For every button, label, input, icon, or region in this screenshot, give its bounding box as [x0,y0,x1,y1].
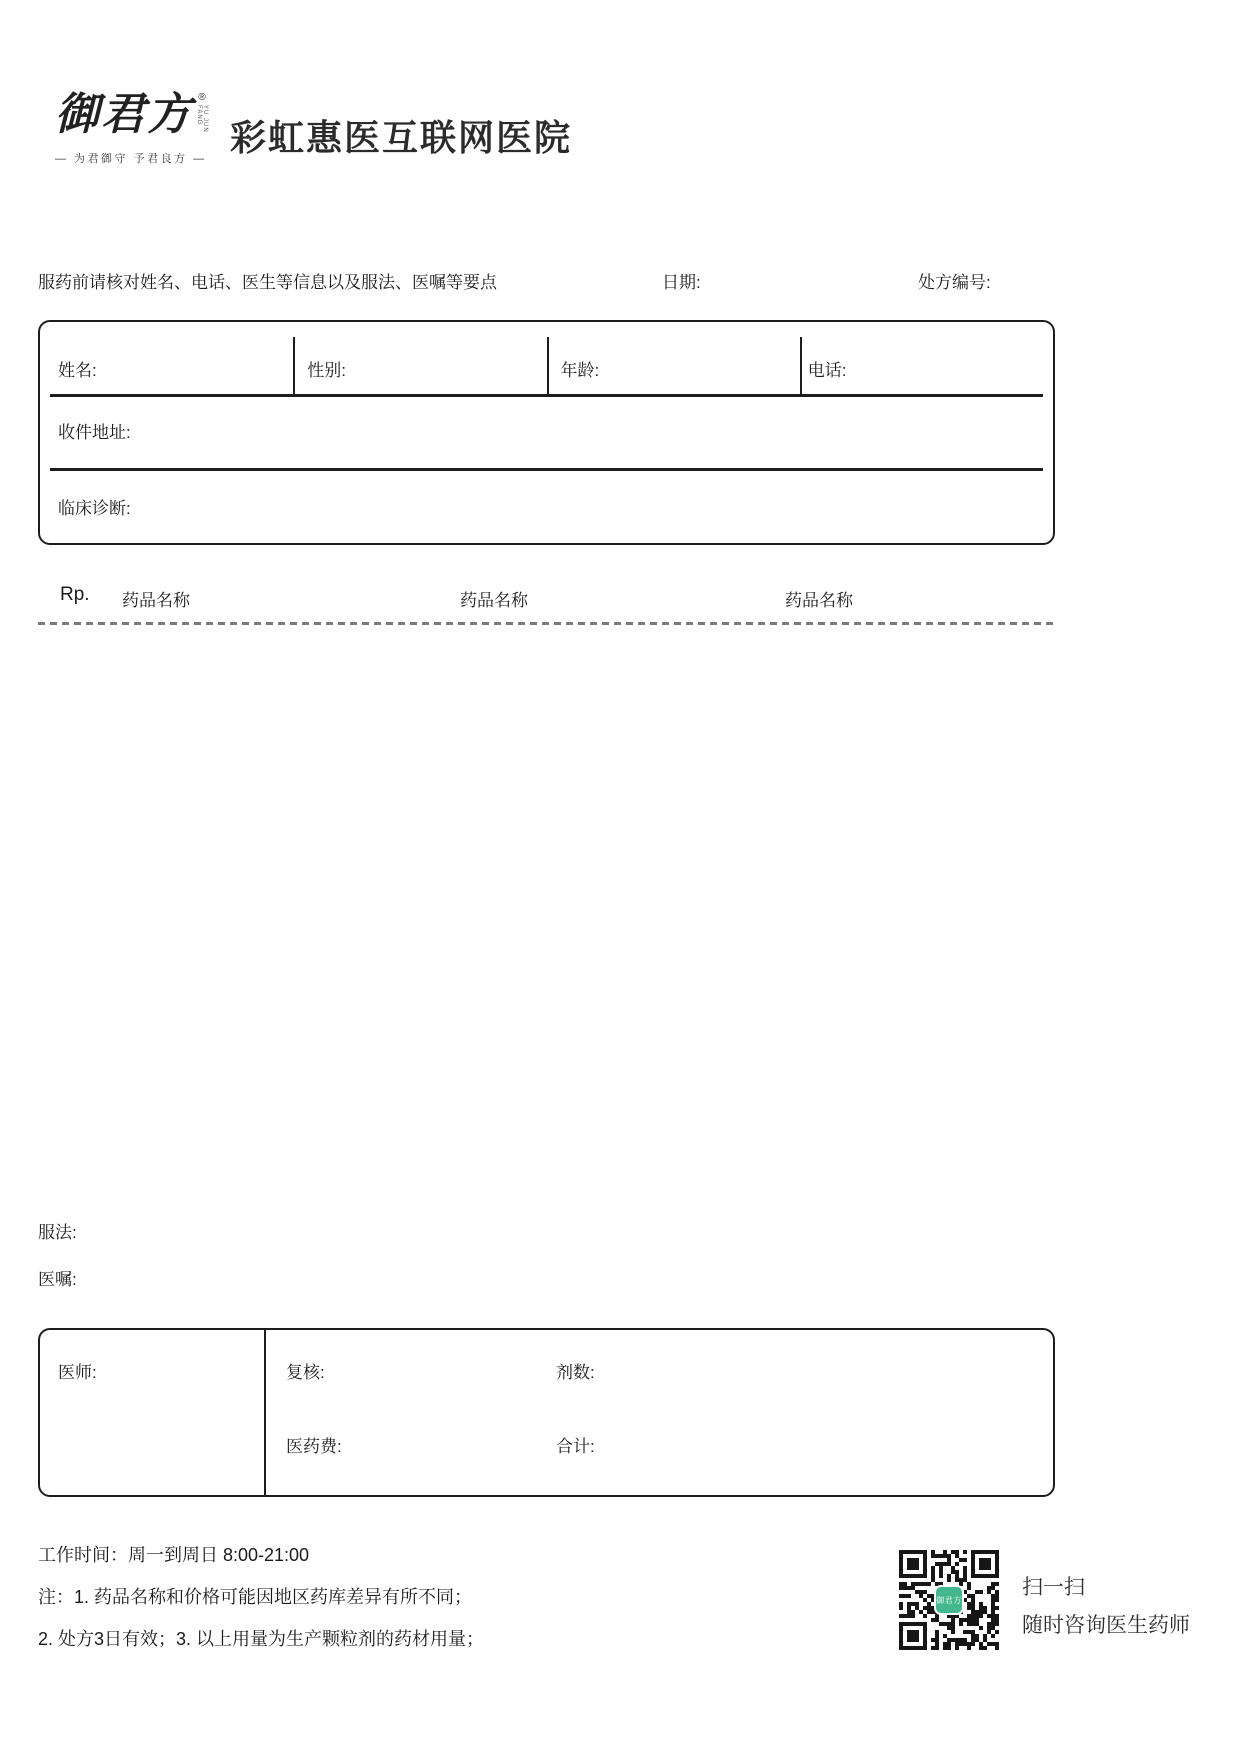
row-divider [50,468,1043,471]
drug-name-column-header: 药品名称 [785,591,853,610]
reviewer-label: 复核: [286,1363,325,1382]
scan-description: 随时咨询医生药师 [1022,1614,1190,1637]
column-divider [547,337,549,394]
scan-label: 扫一扫 [1022,1576,1085,1599]
drug-name-column-header: 药品名称 [122,591,190,610]
drug-name-column-header: 药品名称 [460,591,528,610]
rx-separator-dashed-line [38,622,1055,625]
brand-logo [55,89,208,166]
clinical-diagnosis-label: 临床诊断: [58,499,131,518]
hospital-name: 彩虹惠医互联网医院 [230,117,573,158]
qr-center-brand-logo: 御君方 [934,1585,964,1615]
patient-gender-label: 性别: [307,361,346,380]
doctor-advice-label: 医嘱: [38,1270,77,1289]
patient-info-box [38,320,1055,545]
column-divider [293,337,295,394]
doctor-label: 医师: [58,1363,97,1382]
working-hours: 工作时间：周一到周日 8:00-21:00 [38,1545,310,1565]
dose-count-label: 剂数: [556,1363,595,1382]
usage-method-label: 服法: [38,1223,77,1242]
medicine-fee-label: 医药费: [286,1437,342,1456]
signature-fee-box [38,1328,1055,1497]
brand-name-pinyin: YU JUN FANG [196,105,208,133]
date-label: 日期: [662,273,701,292]
shipping-address-label: 收件地址: [58,423,131,442]
prescription-number-label: 处方编号: [918,273,991,292]
registered-trademark-icon: ® [198,92,206,103]
qr-code [899,1550,999,1650]
footnote-line-1: 注：1. 药品名称和价格可能因地区药库差异有所不同； [38,1587,473,1607]
column-divider [800,337,802,394]
patient-age-label: 年龄: [560,361,600,380]
patient-name-label: 姓名: [58,361,97,380]
brand-tagline: — 为君御守 予君良方 — [55,153,207,165]
footnote-line-2: 2. 处方3日有效；3. 以上用量为生产颗粒剂的药材用量； [38,1629,485,1649]
row-divider [50,394,1043,397]
column-divider [264,1330,266,1495]
total-label: 合计: [556,1437,595,1456]
brand-name: 御君方 [55,89,193,140]
patient-phone-label: 电话: [807,361,847,380]
rp-label: Rp. [60,584,90,605]
verification-notice: 服药前请核对姓名、电话、医生等信息以及服法、医嘱等要点 [38,273,497,292]
